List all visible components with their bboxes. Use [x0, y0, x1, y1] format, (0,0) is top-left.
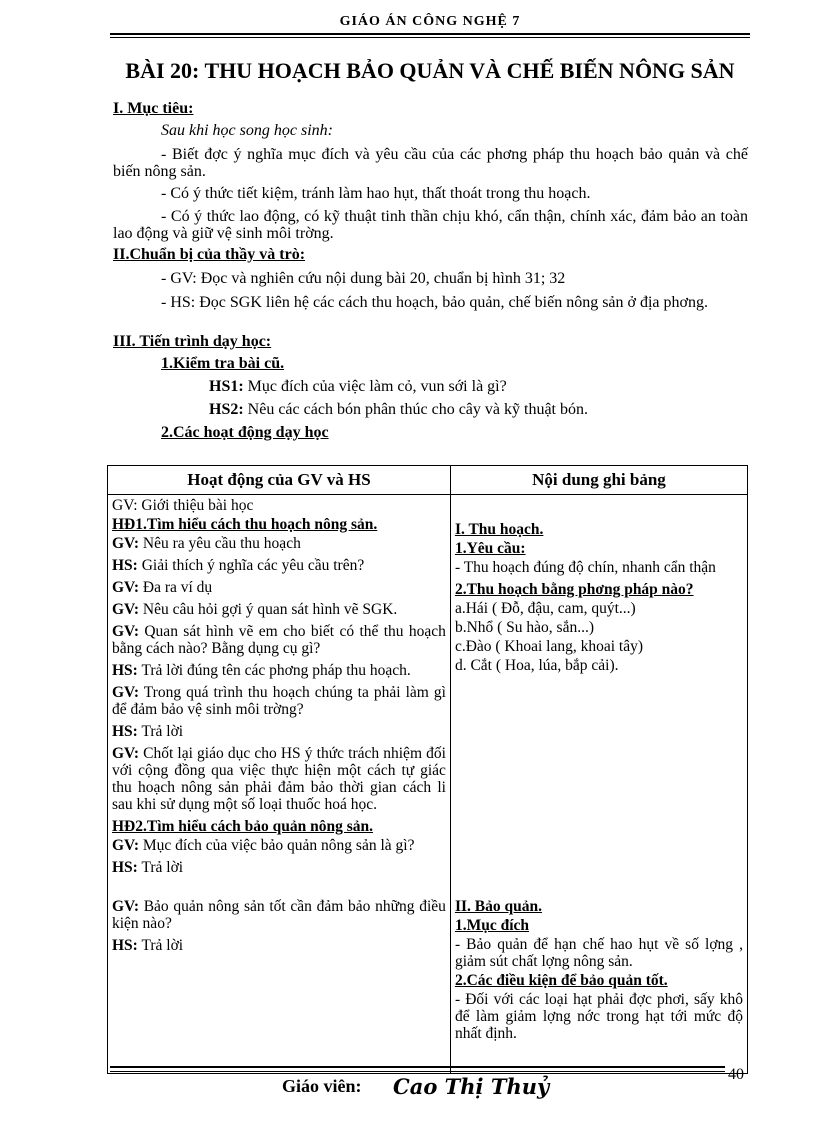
table-header-row [108, 466, 748, 495]
activity-hd2-heading: HĐ2.Tìm hiểu cách bảo quản nông sản. [112, 818, 373, 835]
objective-item-3: - Có ý thức lao động, có kỹ thuật tinh thần chịu khó, cẩn thận, chính xác, đảm bảo an toàn lao động và giữ vệ sinh môi trờng. [113, 208, 748, 242]
preservation-purpose-text: - Bảo quản để hạn chế hao hụt về số lợng , giảm sút chất lợng nông sản. [454, 936, 743, 970]
harvest-requirements-text: - Thu hoạch đúng độ chín, nhanh cẩn thận [454, 559, 716, 576]
table-row: HS: Trả lời đúng tên các phơng pháp thu hoạch. [112, 662, 411, 679]
objectives-heading: I. Mục tiêu: [113, 100, 194, 117]
table-row: GV: Quan sát hình vẽ em cho biết có thể thu hoạch bằng cách nào? Bằng dụng cụ gì? [112, 623, 446, 657]
hs1-question [209, 377, 507, 397]
column-header-board-content: Nội dung ghi bảng [450, 466, 747, 495]
footer-rule-thin [110, 1071, 725, 1072]
hs1-text: Mục đích của việc làm cỏ, vun sới là gì? [243, 378, 507, 395]
activities-cell [108, 495, 451, 1074]
objective-item-2: - Có ý thức tiết kiệm, tránh làm hao hụt, thất thoát trong thu hoạch. [161, 185, 591, 202]
process-heading: III. Tiến trình dạy học: [113, 333, 272, 350]
lesson-table [107, 465, 748, 1074]
page-header: GIÁO ÁN CÔNG NGHỆ 7 [339, 14, 521, 29]
list-item: c.Đào ( Khoai lang, khoai tây) [454, 638, 644, 655]
table-row: HS: Trả lời [112, 937, 184, 954]
table-row: GV: Trong quá trình thu hoạch chúng ta phải làm gì để đảm bảo vệ sinh môi trờng? [112, 684, 446, 718]
prep-heading: II.Chuẩn bị của thầy và trò: [113, 246, 306, 263]
page-number: 40 [728, 1066, 744, 1083]
table-row: GV: Bảo quản nông sản tốt cần đảm bảo những điều kiện nào? [112, 898, 446, 932]
board-content-cell [450, 495, 747, 1074]
teacher-label: Giáo viên: [282, 1076, 362, 1096]
header-rule [110, 33, 750, 35]
list-item: a.Hái ( Đỗ, đậu, cam, quýt...) [454, 600, 636, 617]
teacher-name: Cao Thị Thuỷ [393, 1074, 550, 1099]
hs2-text: Nêu các cách bón phân thúc cho cây và kỹ thuật bón. [243, 401, 588, 418]
header-rule-thin [110, 37, 750, 38]
harvest-requirements-heading: 1.Yêu cầu: [454, 540, 526, 557]
preservation-conditions-heading: 2.Các điều kiện để bảo quản tốt. [454, 972, 668, 989]
list-item: d. Cắt ( Hoa, lúa, bắp cải). [454, 657, 619, 674]
lesson-title: BÀI 20: THU HOẠCH BẢO QUẢN VÀ CHẾ BIẾN NÔNG SẢN [125, 58, 735, 83]
table-body-row [108, 495, 748, 1074]
table-row: HS: Trả lời [112, 723, 184, 740]
hs2-question [209, 400, 588, 420]
activity-intro: GV: Giới thiệu bài học [112, 497, 254, 514]
activity-hd1-heading: HĐ1.Tìm hiểu cách thu hoạch nông sản. [112, 516, 378, 533]
section-harvest-heading: I. Thu hoạch. [454, 521, 544, 538]
preservation-conditions-text: - Đối với các loại hạt phải đợc phơi, sấy khô để làm giảm lợng nớc trong hạt tới mức độ nhất định. [454, 991, 743, 1042]
table-row: HS: Trả lời [112, 859, 184, 876]
objective-item-1: - Biết đợc ý nghĩa mục đích và yêu cầu của các phơng pháp thu hoạch bảo quản và chế biến nông sản. [113, 146, 748, 180]
table-row: GV: Nêu ra yêu cầu thu hoạch [112, 535, 301, 552]
objectives-intro: Sau khi học song học sinh: [161, 122, 333, 139]
prep-gv: - GV: Đọc và nghiên cứu nội dung bài 20, chuẩn bị hình 31; 32 [161, 270, 566, 287]
table-row: GV: Nêu câu hỏi gợi ý quan sát hình vẽ SGK. [112, 601, 398, 618]
table-row: HS: Giải thích ý nghĩa các yêu cầu trên? [112, 557, 365, 574]
section-preservation-heading: II. Bảo quản. [454, 898, 542, 915]
table-row: GV: Chốt lại giáo dục cho HS ý thức trách nhiệm đối với cộng đồng qua việc thực hiện một cách tự giác thu hoạch nông sản phải đảm bảo thời gian cách li sau khi sử dụng một số loại thuốc hoá học. [112, 745, 446, 813]
prep-hs: - HS: Đọc SGK liên hệ các cách thu hoạch, bảo quản, chế biến nông sản ở địa phơng. [161, 294, 708, 311]
table-row: GV: Mục đích của việc bảo quản nông sản là gì? [112, 837, 415, 854]
table-row: GV: Đa ra ví dụ [112, 579, 213, 596]
list-item: b.Nhổ ( Su hào, sắn...) [454, 619, 594, 636]
hs1-label: HS1: [209, 378, 244, 395]
harvest-methods-heading: 2.Thu hoạch bằng phơng pháp nào? [454, 581, 694, 598]
activities-heading: 2.Các hoạt động dạy học [161, 424, 329, 441]
check-heading: 1.Kiểm tra bài cũ. [161, 355, 285, 372]
hs2-label: HS2: [209, 401, 244, 418]
preservation-purpose-heading: 1.Mục đích [454, 917, 529, 934]
footer-rule [110, 1066, 725, 1068]
column-header-activities: Hoạt động của GV và HS [108, 466, 451, 495]
